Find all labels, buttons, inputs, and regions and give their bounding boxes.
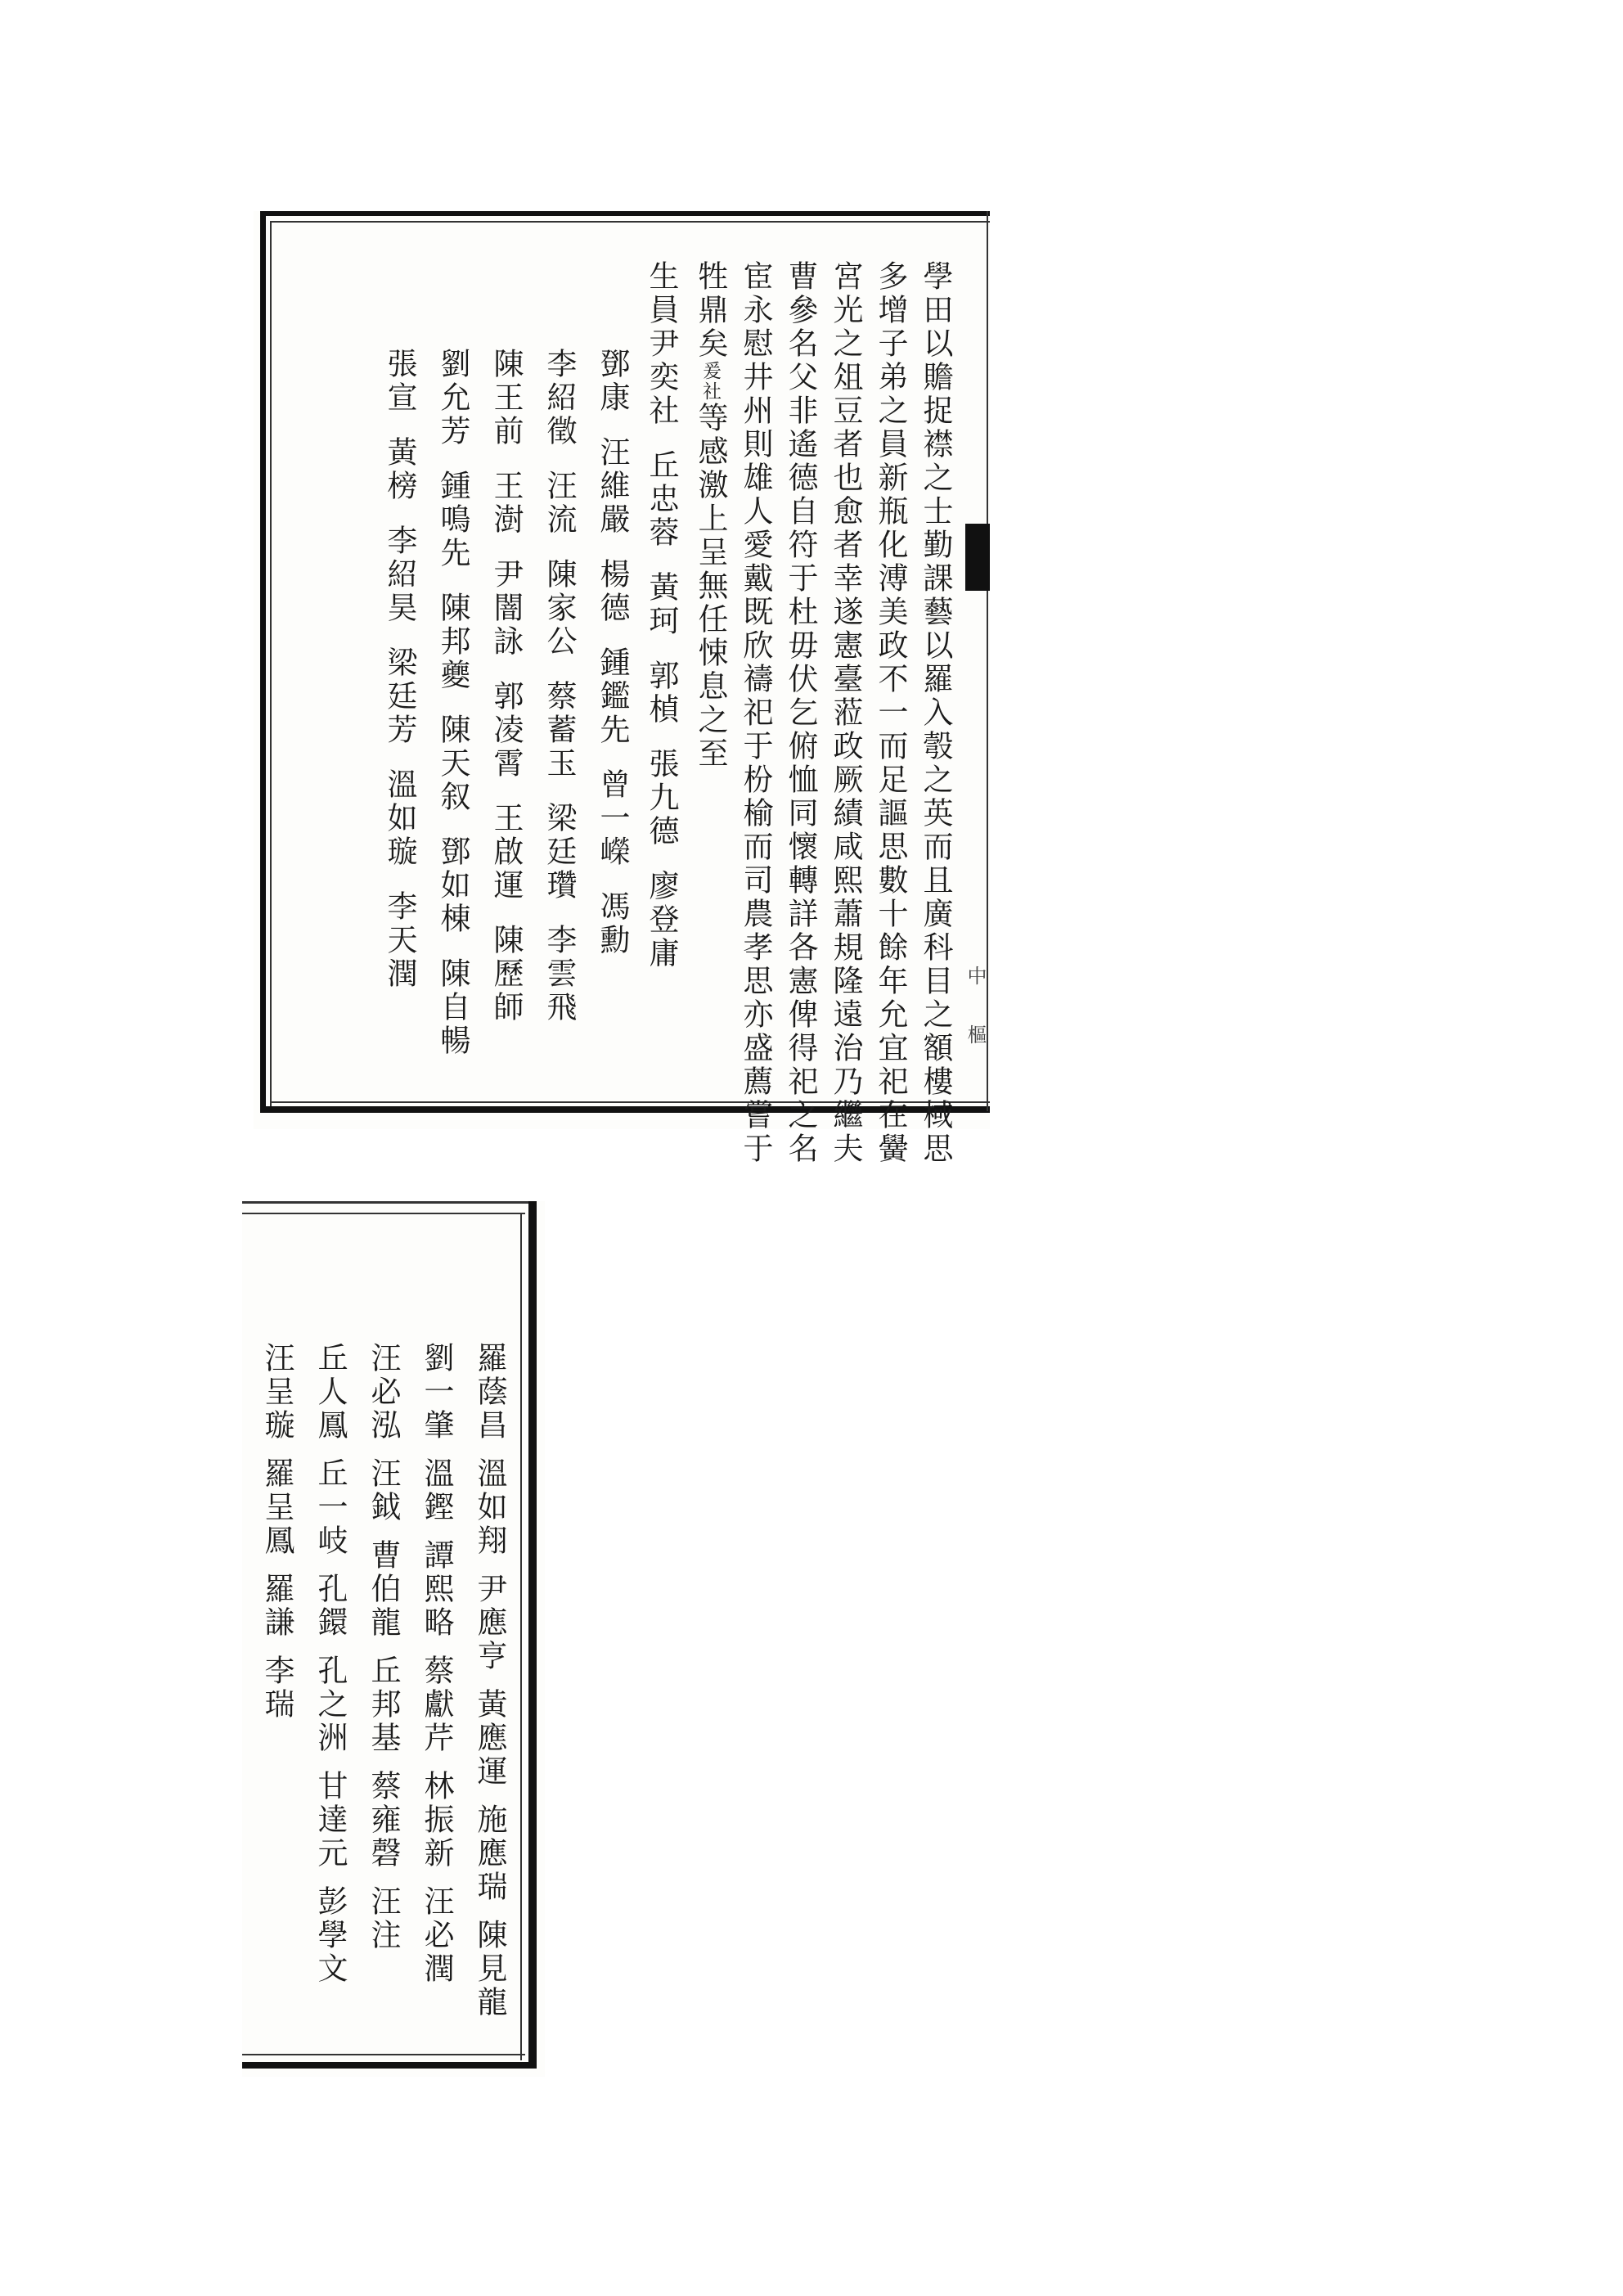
name: 張九德: [644, 748, 679, 849]
name: 丘邦基: [366, 1654, 401, 1755]
name: 汪流: [542, 470, 577, 537]
name: 黃榜: [382, 436, 417, 503]
name: 尹闇詠: [488, 558, 524, 659]
name: 馮勳: [595, 890, 630, 957]
name: 汪呈璇: [259, 1342, 294, 1443]
name: 羅蔭昌: [472, 1342, 507, 1443]
name: 汪鉞: [366, 1457, 401, 1524]
bottom-names-column-1: [474, 1342, 505, 2034]
frame-top-inner: [242, 1213, 525, 1214]
name: 張宣: [382, 348, 417, 415]
name: 甘達元: [312, 1770, 348, 1871]
name: 劉允芳: [435, 348, 470, 448]
name: 尹應亨: [472, 1573, 507, 1673]
name: 王啟運: [488, 802, 524, 903]
name: 陳自暢: [435, 957, 470, 1058]
names-column-5: [435, 348, 470, 1079]
frame-right-inner: [520, 1213, 522, 2060]
text-column-1: 學田以贍捉襟之士勤課藝以羅入彀之英而且廣科目之額樓棫思: [918, 260, 953, 1166]
name: 李瑞: [259, 1654, 294, 1722]
text-column-6-start: 牲鼎矣: [693, 260, 728, 361]
name: 劉一肇: [419, 1342, 454, 1443]
name: 楊德: [595, 558, 630, 625]
name: 溫如璇: [382, 768, 417, 869]
bottom-names-column-4: [312, 1342, 348, 2001]
name: 汪必潤: [419, 1885, 454, 1986]
name: 曹伯龍: [366, 1539, 401, 1640]
name: 陳歷師: [488, 924, 524, 1024]
text-column-6: [695, 260, 726, 771]
text-column-4: 曹參名父非遙德自符于杜毋伏乞俯恤同懷轉詳各憲俾得祀之名: [783, 260, 818, 1166]
name: 彭學文: [312, 1885, 348, 1986]
name: 汪注: [366, 1885, 401, 1952]
name: 施應瑞: [472, 1803, 507, 1904]
name: 李紹昊: [382, 524, 417, 625]
names-column-1: [646, 260, 677, 992]
name: 黃珂: [644, 571, 679, 638]
margin-fragment: 中 樞: [964, 966, 987, 1052]
name: 陳家公: [542, 558, 577, 659]
frame-top: [260, 211, 990, 216]
bottom-names-column-5: [259, 1342, 294, 1736]
name: 李紹徵: [542, 348, 577, 448]
names-column-2: [595, 348, 630, 979]
name: 羅呈鳳: [259, 1457, 294, 1558]
name: 汪必泓: [366, 1342, 401, 1443]
frame-bottom-inner: [242, 2054, 525, 2055]
name: 廖登庸: [644, 870, 679, 970]
name: 譚熙略: [419, 1539, 454, 1640]
name: 李雲飛: [542, 924, 577, 1024]
bottom-names-column-2: [421, 1342, 452, 2001]
text-column-2: 多增子弟之員新瓶化溥美政不一而足謳思數十餘年允宜祀在黌: [873, 260, 908, 1166]
frame-left: [260, 211, 266, 1111]
name: 郭楨: [644, 660, 679, 727]
name: 梁廷芳: [382, 646, 417, 747]
names-column-6: [384, 348, 415, 1012]
frame-bottom: [242, 2062, 537, 2069]
name: 陳邦夔: [435, 592, 470, 692]
name: 羅謙: [259, 1573, 294, 1640]
name: 溫如翔: [472, 1457, 507, 1558]
name: 孔鐶: [312, 1573, 348, 1640]
fold-tab: [965, 524, 990, 591]
name: 蔡獻芹: [419, 1654, 454, 1755]
name: 郭凌霄: [488, 680, 524, 781]
name: 陳見龍: [472, 1919, 507, 2019]
name: 林振新: [419, 1770, 454, 1871]
frame-left-inner: [270, 221, 272, 1106]
name: 曾一嶸: [595, 768, 630, 869]
name: 李天潤: [382, 890, 417, 991]
name: 蔡雍磬: [366, 1770, 401, 1871]
text-column-5: 宦永慰井州則雄人愛戴既欣禱祀于枌榆而司農孝思亦盛薦嘗于: [738, 260, 773, 1166]
text-column-3: 宮光之俎豆者也愈者幸遂憲臺蒞政厥績咸熙蕭規隆遠治乃繼夫: [828, 260, 863, 1166]
name: 鄧康: [595, 348, 630, 415]
name: 梁廷瓚: [542, 802, 577, 903]
frame-right: [528, 1201, 537, 2069]
frame-top: [242, 1201, 533, 1204]
name: 孔之洲: [312, 1654, 348, 1755]
text-column-6-end: 等感激上呈無任悚息之至: [693, 402, 728, 771]
names-column-4: [488, 348, 524, 1046]
name: 鍾鑑先: [595, 646, 630, 747]
name: 鄧如棟: [435, 835, 470, 936]
name: 黃應運: [472, 1688, 507, 1789]
bottom-names-column-3: [366, 1342, 401, 1967]
name: 生員尹奕社: [644, 260, 679, 428]
name: 丘一岐: [312, 1457, 348, 1558]
frame-top-inner: [270, 221, 990, 223]
name: 王澍: [488, 470, 524, 537]
name: 陳天叙: [435, 714, 470, 814]
names-column-3: [542, 348, 577, 1046]
name: 鍾鳴先: [435, 470, 470, 570]
text-column-6-note: 爰社: [699, 361, 721, 402]
name: 汪維嚴: [595, 436, 630, 537]
name: 蔡蓄玉: [542, 680, 577, 781]
name: 溫鏗: [419, 1457, 454, 1524]
name: 陳王前: [488, 348, 524, 448]
name: 丘忠蓉: [644, 449, 679, 550]
name: 丘人鳳: [312, 1342, 348, 1443]
